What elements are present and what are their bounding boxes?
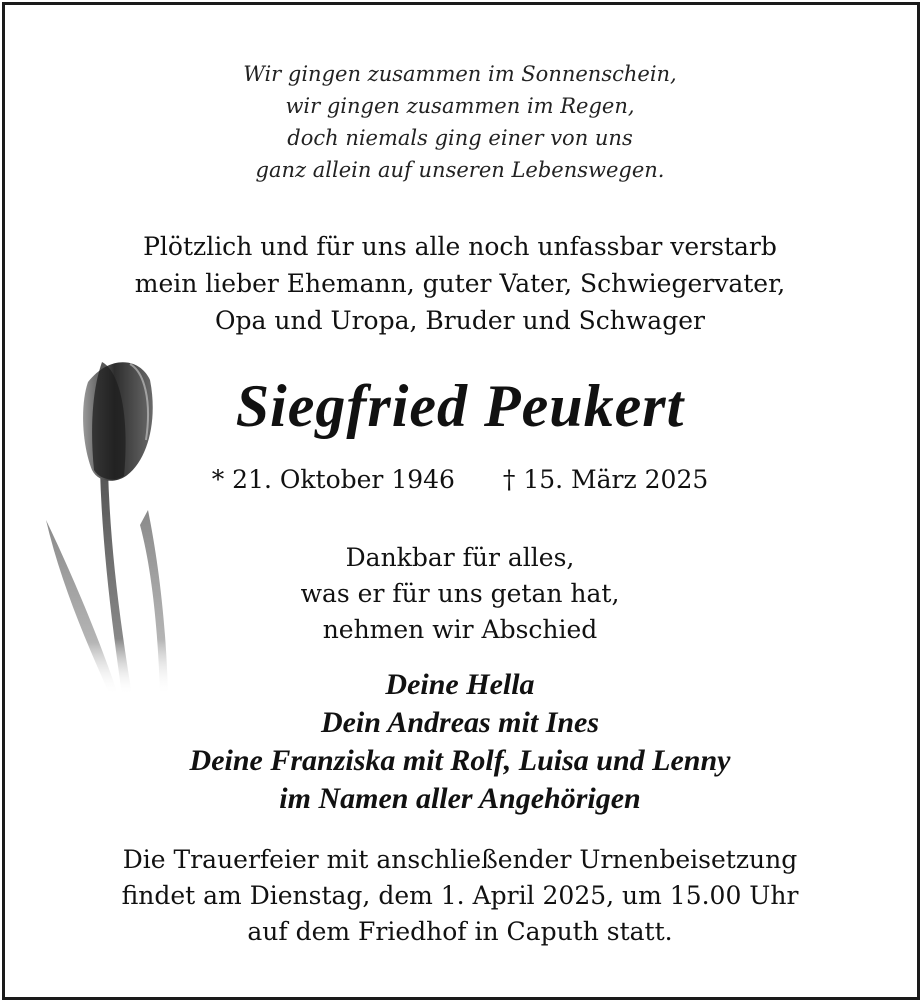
- family-line: Deine Hella: [385, 668, 535, 701]
- poem-line: ganz allein auf unseren Lebenswegen.: [255, 158, 665, 182]
- service-line: auf dem Friedhof in Caputh statt.: [247, 917, 673, 946]
- deceased-name: Siegfried Peukert: [235, 373, 685, 439]
- family-line: im Namen aller Angehörigen: [279, 782, 641, 815]
- family-line: Deine Franziska mit Rolf, Luisa und Lenny: [189, 744, 731, 777]
- family-signatures: [0, 666, 920, 818]
- intro-line: mein lieber Ehemann, guter Vater, Schwiegervater,: [134, 269, 786, 298]
- intro-text: [0, 228, 920, 339]
- intro-line: Plötzlich und für uns alle noch unfassbar verstarb: [143, 232, 777, 261]
- service-line: findet am Dienstag, dem 1. April 2025, um 15.00 Uhr: [121, 881, 799, 910]
- thanks-text: [0, 540, 920, 648]
- birth-date: * 21. Oktober 1946: [211, 465, 455, 494]
- family-line: Dein Andreas mit Ines: [320, 706, 600, 739]
- poem-line: wir gingen zusammen im Regen,: [285, 94, 635, 118]
- thanks-line: Dankbar für alles,: [345, 543, 575, 572]
- poem-line: Wir gingen zusammen im Sonnenschein,: [243, 62, 677, 86]
- death-date: † 15. März 2025: [502, 465, 709, 494]
- intro-line: Opa und Uropa, Bruder und Schwager: [215, 306, 705, 335]
- thanks-line: was er für uns getan hat,: [300, 579, 620, 608]
- service-line: Die Trauerfeier mit anschließender Urnenbeisetzung: [122, 845, 798, 874]
- thanks-line: nehmen wir Abschied: [322, 615, 598, 644]
- life-dates: [0, 462, 920, 498]
- service-notice: [0, 842, 920, 950]
- poem-line: doch niemals ging einer von uns: [287, 126, 633, 150]
- poem: [0, 58, 920, 186]
